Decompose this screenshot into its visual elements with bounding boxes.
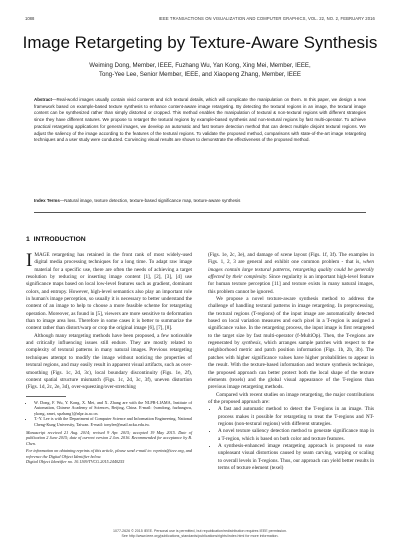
section-heading <box>26 236 86 243</box>
contributions-list <box>208 406 374 472</box>
list-item: • A fast and automatic method to detect the T-regions in an image. This process makes it possible for retargeting to treat the T-regions and NT-regions (non-textural regions) with different strategies. <box>218 406 374 428</box>
journal-name: IEEE TRANSACTIONS ON VISUALIZATION AND COMPUTER GRAPHICS, VOL. 22, NO. 2, FEBRUARY 2016 <box>158 16 375 21</box>
intro-paragraph-2: Although many retargeting methods have been proposed, a few noticeable and critically influencing issues still endure. They are mostly related to complexity of textural patterns in many natural images. Previous retargeting techniques attempt to modify the image without noticing the properties of textural regions, and may easily result in apparent visual artifacts, such as over-smoothing (Figs. 1c, 2d, 3c), local boundary discontinuity (Figs. 1e, 2f), content spatial structure mismatch (Figs. 1c, 2d, 3c, 3f), uneven distortion (Figs. 1d, 2c, 2e, 3d), over-squeezing/over-stretching <box>26 332 192 391</box>
index-terms-label: Index Terms <box>34 198 60 203</box>
copyright-line-2: See http://www.ieee.org/publications_standards/publications/rights/index.html for more information. <box>121 534 279 538</box>
intro-paragraph-1: IMAGE retargeting has retained in the front rank of most widely-used digital media processing techniques for a long time. To adapt raw image material for a specific use, there are often the needs of achieving a target resolution by reducing or inserting image content [1], [2], [3], [4] use significance maps based on local low-level features such as gradient, dominant colors, and entropy. However, high-level semantics also play an important role in human's image perception, so usually it is necessary to better understand the content of an image to help to choose a more feasible scheme for retargeting operation. Moreover, as found in [5], viewers are more sensitive to deformation than to image area loss. Therefore in some cases it is better to summarize the content rather than distort/warp or crop the original image [6], [7], [8]. <box>26 250 192 332</box>
index-terms-text: —Natural image, texture detection, texture-based significance map, texture-aware synthesis <box>59 198 241 203</box>
doi-line: Digital Object Identifier no. 10.1109/TVCG.2015.2440255 <box>26 459 125 465</box>
footnote-affiliation-2: • T.-Y. Lee is with the Department of Computer Science and Information Engineering, National Cheng-Kung University, Taiwan. E-mail: tonylee@mail.ncku.edu.tw. <box>34 416 192 427</box>
section-number: 1 <box>26 236 30 243</box>
author-line-1: Weiming Dong, Member, IEEE, Fuzhang Wu, Yan Kong, Xing Mei, Member, IEEE, <box>89 62 311 69</box>
list-item: • A synthesis-enhanced image retargeting approach is proposed to ease unpleasant visual distortions caused by seam carving, warping or scaling to overall levels in T-regions. Thus, our approach can yield better results in terms of texture element (texel) <box>218 443 374 472</box>
abstract-label: Abstract <box>34 97 53 102</box>
list-item: • A novel texture saliency detection method to generate significance map in a T-region, which is based on both color and texture features. <box>218 428 374 443</box>
copyright-line-1: 1077-2626 © 2015 IEEE. Personal use is permitted, but republication/redistribution requires IEEE permission. <box>112 529 288 533</box>
page-number: 1088 <box>25 16 35 21</box>
left-column <box>26 252 192 465</box>
reprint-info: For information on obtaining reprints of this article, please send e-mail to: reprints@ieee.org, and reference the Digital Object Identifier below. <box>26 448 192 459</box>
section-title: INTRODUCTION <box>33 236 86 243</box>
footnotes <box>26 400 192 466</box>
author-list <box>0 61 400 79</box>
author-line-2: Tong-Yee Lee, Senior Member, IEEE, and Xiaopeng Zhang, Member, IEEE <box>98 71 301 78</box>
abstract <box>34 97 366 144</box>
footnote-affiliation-1: • W. Dong, F. Wu, Y. Kong, X. Mei, and X. Zhang are with the NLPR-LIAMA, Institute of Automation, Chinese Academy of Sciences, Beijing, China. E-mail: {wmdong, fuzhangwu, ykong, xmei, xpzhang}@nlpr.ia.ac.cn. <box>34 400 192 417</box>
drop-cap: I <box>26 250 33 271</box>
right-paragraph-2: We propose a novel texture-aware synthesis method to address the challenge of handling textural patterns in image retargeting. In preprocessing, the textural regions (T-regions) of the input image are automatically detected based on local variation measures and each pixel in a T-region is assigned a significance value. In the retargeting process, the input image is first retargeted to the target size by fast multi-operator (f-MultiOp). Then, the T-regions are regenerated by synthesis, which arranges sample patches with respect to the neighborhood metric and patch position information (Figs. 1b, 2b, 3b). The patches with higher significance values have higher probabilities to appear in the result. With the texture-based information and texture synthesis technique, the proposed approach can better protect both the local shape of the texture elements (texels) and the global visual appearance of the T-regions than previous image retargeting methods. <box>208 296 374 391</box>
manuscript-received: Manuscript received 21 Aug. 2014; revised 9 Apr. 2015; accepted 19 May 2015. Date of publication 2 June 2015; date of current version 2 Jan. 2016. Recommended for acceptance by B. Chen. <box>26 429 192 446</box>
abstract-text: —Real-world images usually contain vivid contents and rich textural details, which will complicate the manipulation on them. In this paper, we design a new framework based on example-based texture synthesis to enhance content-aware image retargeting. By detecting the textural regions in an image, the textural image content can be synthesized rather than simply distorted or cropped. This method enables the manipulation of textural & non-textural regions with different strategies since they have different natures. We propose to retarget the textural regions by example-based synthesis and non-textural regions by fast multi-operator. To achieve practical retargeting applications for general images, we develop an automatic and fast texture detection method that can detect multiple disjoint textural regions. We adjust the saliency of the image according to the features of the textural regions. To validate the proposed method, comparisons with state-of-the-art image retargeting techniques and a user study were conducted. Convincing visual results are shown to demonstrate the effectiveness of the proposed method. <box>34 97 366 143</box>
abstract-divider <box>34 212 366 213</box>
index-terms <box>34 198 366 203</box>
right-paragraph-1: (Figs. 1e, 2c, 3e), and damage of scene layout (Figs. 1f, 3f). The examples in Figs. 1, 2, 3 are general and exhibit one common problem - that is, when images contain large textural patterns, retargeting quality could be generally affected by their complexity. Since regularity is an important high-level feature for human texture perception [11] and texture exists in many natural images, this problem cannot be ignored. <box>208 252 374 295</box>
paper-title: Image Retargeting by Texture-Aware Synthesis <box>22 33 378 52</box>
footnote-divider <box>26 396 66 397</box>
right-paragraph-3: Compared with recent studies on image retargeting, the major contributions of the proposed approach are: <box>208 391 374 405</box>
copyright-footer <box>0 529 400 539</box>
right-column <box>208 252 374 472</box>
